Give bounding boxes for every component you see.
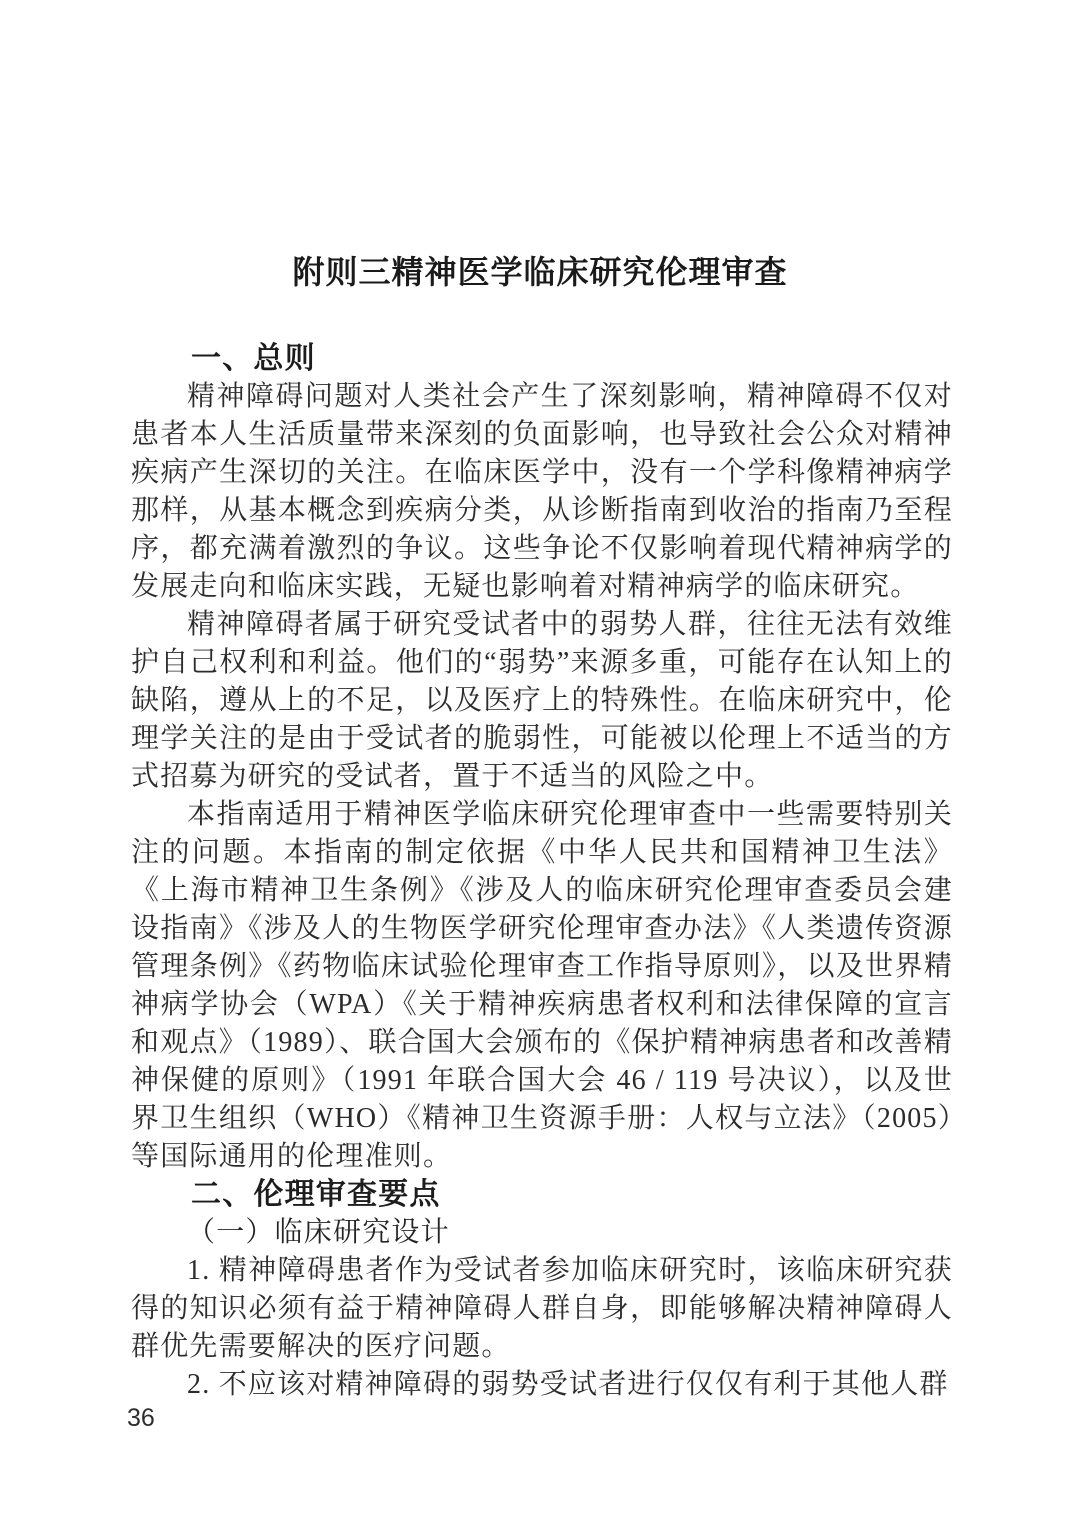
paragraph-general-2: 精神障碍者属于研究受试者中的弱势人群，往往无法有效维护自己权利和利益。他们的“弱势”来源多重，可能存在认知上的缺陷，遵从上的不足，以及医疗上的特殊性。在临床研究中，伦理学关注的是由于受试者的脆弱性，可能被以伦理上不适当的方式招募为研究的受试者，置于不适当的风险之中。: [131, 609, 953, 792]
section-heading-review: 二、伦理审查要点: [191, 1178, 441, 1211]
page-title: 附则三精神医学临床研究伦理审查: [292, 254, 788, 290]
document-body: [131, 340, 953, 1404]
paragraph-general-1: 精神障碍问题对人类社会产生了深刻影响，精神障碍不仅对患者本人生活质量带来深刻的负面影响，也导致社会公众对精神疾病产生深切的关注。在临床医学中，没有一个学科像精神病学那样，从基本概念到疾病分类，从诊断指南到收治的指南乃至程序，都充满着激烈的争议。这些争论不仅影响着现代精神病学的发展走向和临床实践，无疑也影响着对精神病学的临床研究。: [131, 381, 953, 602]
section-heading-general: 一、总则: [191, 342, 316, 375]
page-number: 36: [127, 1404, 155, 1432]
subsection-heading-clinical-design: （一）临床研究设计: [187, 1217, 450, 1248]
paragraph-review-item-2: 2. 不应该对精神障碍的弱势受试者进行仅仅有利于其他人群: [187, 1369, 949, 1400]
paragraph-review-item-1: 1. 精神障碍患者作为受试者参加临床研究时，该临床研究获得的知识必须有益于精神障碍人群自身，即能够解决精神障碍人群优先需要解决的医疗问题。: [131, 1255, 953, 1362]
paragraph-general-3: 本指南适用于精神医学临床研究伦理审查中一些需要特别关注的问题。本指南的制定依据《中华人民共和国精神卫生法》《上海市精神卫生条例》《涉及人的临床研究伦理审查委员会建设指南》《涉及人的生物医学研究伦理审查办法》《人类遗传资源管理条例》《药物临床试验伦理审查工作指导原则》，以及世界精神病学协会（WPA）《关于精神疾病患者权利和法律保障的宣言和观点》（1989）、联合国大会颁布的《保护精神病患者和改善精神保健的原则》（1991 年联合国大会 46 / 119 号决议），以及世界卫生组织（WHO）《精神卫生资源手册：人权与立法》（2005）等国际通用的伦理准则。: [131, 799, 953, 1172]
